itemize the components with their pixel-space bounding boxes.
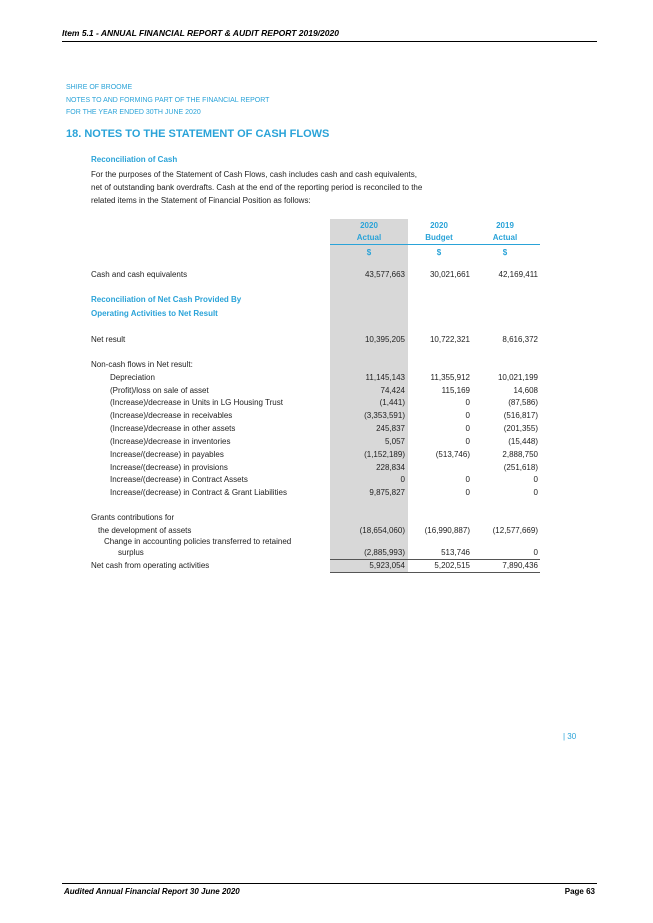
reconciliation-net-heading-2: Operating Activities to Net Result [91, 309, 218, 318]
table-cell: 0 [533, 488, 538, 497]
table-cell: 10,021,199 [497, 373, 538, 382]
col2-unit: $ [436, 248, 442, 257]
table-cell: 5,057 [384, 437, 405, 446]
table-cell: (513,746) [435, 450, 470, 459]
table-cell: 0 [465, 488, 470, 497]
net-cash-label: Net cash from operating activities [91, 561, 210, 570]
total-rule [330, 572, 540, 573]
net-cash-actual-2020: 5,923,054 [369, 561, 405, 570]
table-cell: 14,608 [513, 386, 538, 395]
col1-year: 2020 [360, 221, 378, 230]
subtotal-rule [330, 559, 540, 560]
cash-value-actual-2019: 42,169,411 [498, 270, 538, 279]
table-cell: 0 [465, 437, 470, 446]
org-period: FOR THE YEAR ENDED 30TH JUNE 2020 [66, 109, 201, 116]
table-row-label: Increase/(decrease) in Contract & Grant Liabilities [110, 488, 287, 497]
net-cash-budget-2020: 5,202,515 [434, 561, 470, 570]
table-cell: (516,817) [503, 411, 538, 420]
policy-change-label-1: Change in accounting policies transferred to retained [104, 537, 292, 546]
intro-line-2: net of outstanding bank overdrafts. Cash at the end of the reporting period is reconciled to the [91, 183, 423, 193]
cash-value-actual-2020: 43,577,663 [364, 270, 405, 279]
table-row-label: Increase/(decrease) in Contract Assets [110, 475, 248, 484]
table-cell: (251,618) [503, 463, 538, 472]
reconciliation-net-heading-1: Reconciliation of Net Cash Provided By [91, 295, 242, 304]
table-cell: 0 [465, 424, 470, 433]
table-cell: (87,586) [508, 398, 538, 407]
reconciliation-cash-heading: Reconciliation of Cash [91, 155, 178, 164]
table-cell: (1,152,189) [364, 450, 405, 459]
policy-change-label-2: surplus [118, 548, 144, 557]
col3-year: 2019 [496, 221, 514, 230]
footer-title: Audited Annual Financial Report 30 June 2020 [64, 887, 240, 896]
table-cell: (15,448) [508, 437, 538, 446]
grants-label-2: the development of assets [98, 526, 192, 535]
table-row-label: (Increase)/decrease in receivables [110, 411, 233, 420]
header-divider [330, 244, 540, 245]
net-result-budget-2020: 10,722,321 [429, 335, 470, 344]
table-cell: (3,353,591) [364, 411, 405, 420]
table-cell: 74,424 [380, 386, 405, 395]
col2-year: 2020 [430, 221, 448, 230]
policy-change-budget-2020: 513,746 [441, 548, 470, 557]
col3-unit: $ [502, 248, 508, 257]
table-cell: 11,355,912 [430, 373, 470, 382]
grants-actual-2020: (18,654,060) [359, 526, 405, 535]
table-row-label: Increase/(decrease) in payables [110, 450, 224, 459]
intro-line-3: related items in the Statement of Financial Position as follows: [91, 196, 311, 206]
table-row-label: Increase/(decrease) in provisions [110, 463, 228, 472]
grants-budget-2020: (16,990,887) [424, 526, 470, 535]
table-cell: 0 [465, 411, 470, 420]
net-result-actual-2020: 10,395,205 [364, 335, 405, 344]
table-row-label: (Increase)/decrease in inventories [110, 437, 231, 446]
policy-change-actual-2019: 0 [533, 548, 538, 557]
cash-row-label: Cash and cash equivalents [91, 270, 188, 279]
table-cell: 9,875,827 [369, 488, 405, 497]
table-row-label: (Profit)/loss on sale of asset [110, 386, 209, 395]
table-cell: 0 [465, 475, 470, 484]
net-result-label: Net result [91, 335, 126, 344]
table-cell: (201,355) [503, 424, 538, 433]
org-name: SHIRE OF BROOME [66, 84, 133, 91]
table-row-label: (Increase)/decrease in Units in LG Housing Trust [110, 398, 283, 407]
net-cash-actual-2019: 7,890,436 [502, 561, 538, 570]
page-footer [62, 883, 597, 898]
table-cell: 0 [465, 398, 470, 407]
org-block [66, 82, 269, 120]
section-title: 18. NOTES TO THE STATEMENT OF CASH FLOWS [66, 128, 330, 140]
grants-actual-2019: (12,577,669) [492, 526, 538, 535]
org-notes-title: NOTES TO AND FORMING PART OF THE FINANCIAL REPORT [66, 96, 270, 104]
table-row-label: Depreciation [110, 373, 155, 382]
table-cell: 245,837 [376, 424, 405, 433]
table-cell: 115,169 [441, 386, 470, 395]
policy-change-actual-2020: (2,885,993) [364, 548, 405, 557]
net-result-actual-2019: 8,616,372 [502, 335, 538, 344]
table-cell: 11,145,143 [365, 373, 405, 382]
intro-paragraph [91, 168, 491, 208]
col2-type: Budget [425, 233, 453, 242]
table-cell: 228,834 [376, 463, 405, 472]
table-row-label: (Increase)/decrease in other assets [110, 424, 236, 433]
grants-label-1: Grants contributions for [91, 513, 175, 522]
table-cell: 2,888,750 [502, 450, 538, 459]
page-header [62, 23, 597, 42]
non-cash-heading: Non-cash flows in Net result: [91, 360, 193, 369]
header-title: Item 5.1 - ANNUAL FINANCIAL REPORT & AUDIT REPORT 2019/2020 [62, 28, 339, 38]
table-cell: 0 [533, 475, 538, 484]
col1-unit: $ [366, 248, 372, 257]
intro-line-1: For the purposes of the Statement of Cash Flows, cash includes cash and cash equivalents, [91, 170, 417, 179]
col1-type: Actual [356, 233, 382, 242]
page-marker: | 30 [563, 732, 577, 741]
table-cell: (1,441) [379, 398, 405, 407]
footer-page-number: Page 63 [564, 887, 595, 896]
col3-type: Actual [492, 233, 518, 242]
cash-value-budget-2020: 30,021,661 [429, 270, 470, 279]
table-cell: 0 [400, 475, 405, 484]
